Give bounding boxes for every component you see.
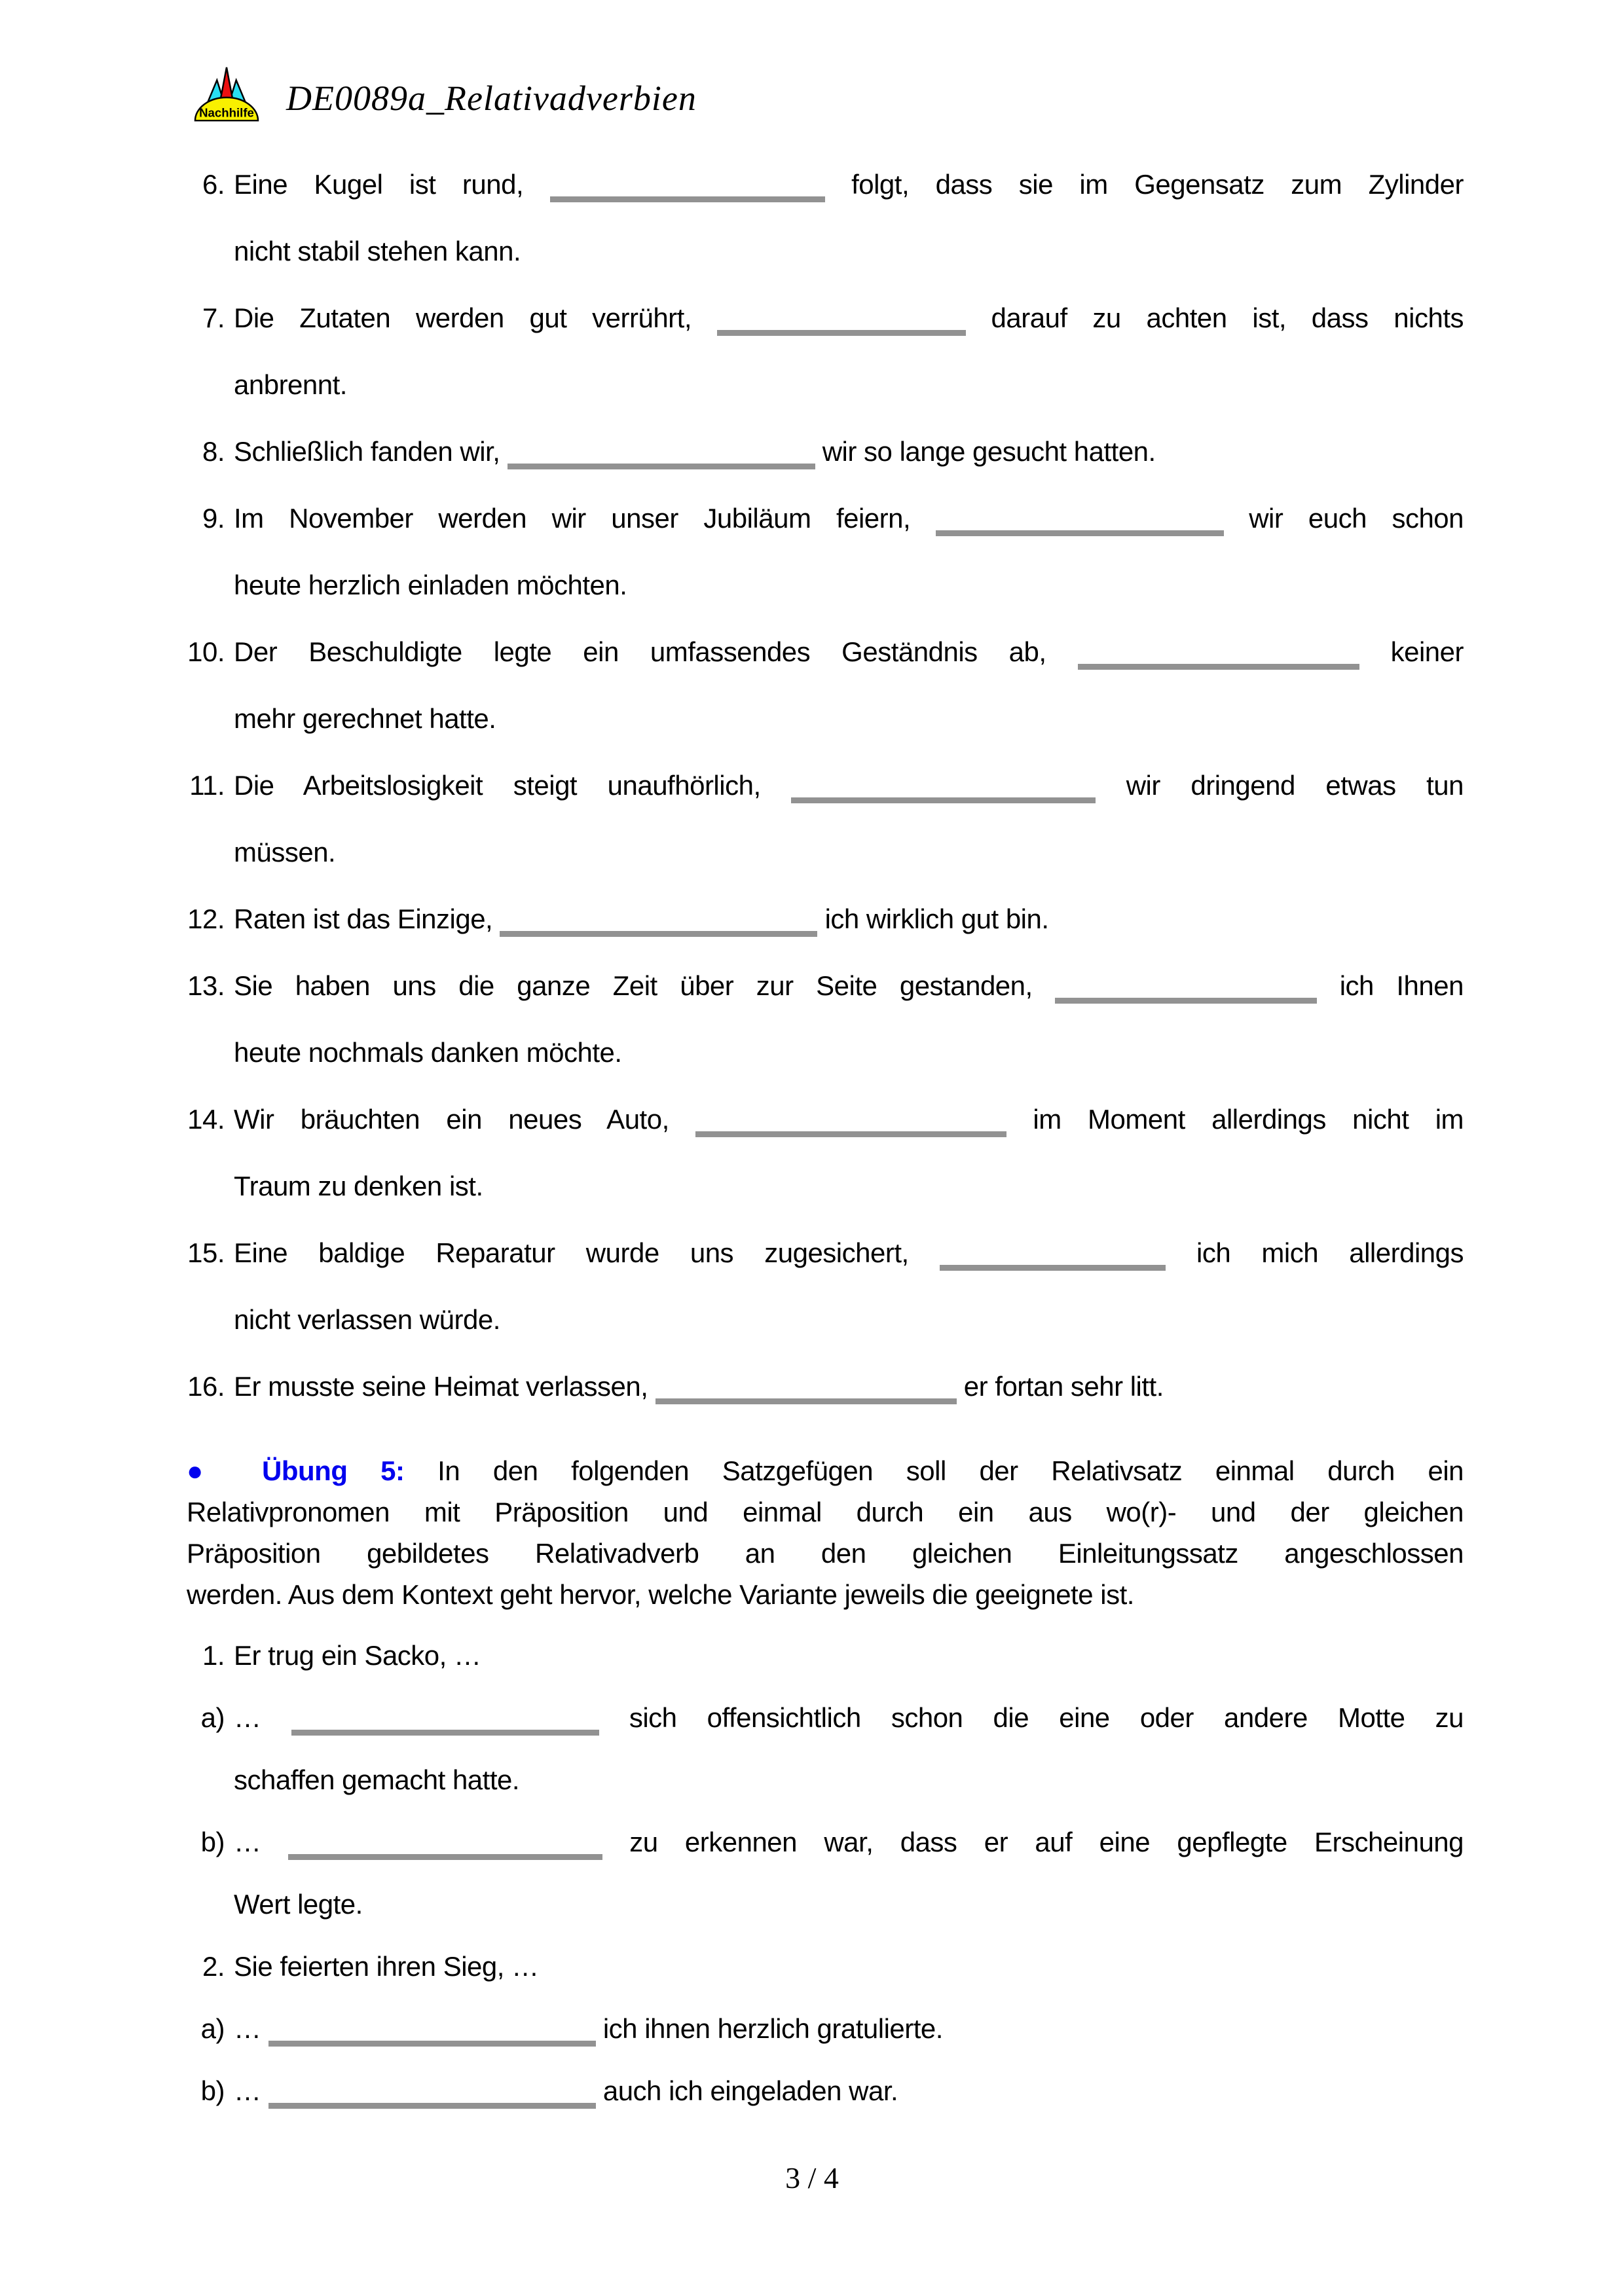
answer-blank xyxy=(936,530,1224,536)
sentence-text: … xyxy=(234,2075,261,2106)
sentence-text: … xyxy=(234,1702,261,1733)
text-line xyxy=(234,2060,1464,2122)
text-line xyxy=(234,218,1464,285)
text-line xyxy=(234,752,1464,819)
instruction-line xyxy=(187,1491,1464,1533)
item-marker: 12. xyxy=(187,903,225,934)
text-line xyxy=(234,685,1464,752)
answer-blank xyxy=(268,2041,596,2047)
sentence-text: … xyxy=(234,2013,261,2044)
sentence-text: ich mich allerdings xyxy=(1196,1237,1464,1268)
answer-blank xyxy=(791,797,1096,803)
sentence-text: zu erkennen war, dass er auf eine gepflegte Erscheinung xyxy=(629,1827,1464,1857)
sentence-text: Er musste seine Heimat verlassen, xyxy=(234,1371,648,1402)
sentence-text: darauf zu achten ist, dass nichts xyxy=(991,302,1464,333)
text-line xyxy=(234,151,1464,218)
text-line xyxy=(234,886,1464,953)
item-content xyxy=(234,1997,1464,2060)
item-content xyxy=(234,485,1464,619)
answer-blank xyxy=(268,2103,596,2109)
instruction-text: In den folgenden Satzgefügen soll der Relativsatz einmal durch ein xyxy=(437,1455,1464,1486)
sentence-text: nicht verlassen würde. xyxy=(234,1304,500,1335)
sentence-text: wir dringend etwas tun xyxy=(1126,770,1464,801)
item-8 xyxy=(187,418,1464,485)
sentence-text: ich wirklich gut bin. xyxy=(824,903,1049,934)
sentence-text: ich ihnen herzlich gratulierte. xyxy=(602,2013,943,2044)
sentence-text: Der Beschuldigte legte ein umfassendes Geständnis ab, xyxy=(234,636,1046,667)
item-marker: 9. xyxy=(202,503,225,534)
exercise4-item-list xyxy=(187,151,1464,1420)
sentence-text: ich Ihnen xyxy=(1339,970,1464,1001)
item-9 xyxy=(187,485,1464,619)
text-line xyxy=(234,1353,1464,1420)
sentence-text: Schließlich fanden wir, xyxy=(234,436,500,467)
sentence-text: Wert legte. xyxy=(234,1889,363,1920)
item-content xyxy=(234,1811,1464,1935)
item-content xyxy=(234,418,1464,485)
item-content xyxy=(234,953,1464,1086)
instruction-line xyxy=(187,1533,1464,1574)
text-line xyxy=(234,1749,1464,1811)
item-content xyxy=(234,285,1464,418)
sentence-text: Sie feierten ihren Sieg, … xyxy=(234,1951,539,1982)
answer-blank xyxy=(291,1730,599,1736)
instruction-line xyxy=(187,1574,1464,1615)
sentence-text: Raten ist das Einzige, xyxy=(234,903,493,934)
answer-blank xyxy=(940,1265,1166,1271)
item-b xyxy=(187,2060,1464,2122)
item-marker: 2. xyxy=(202,1951,225,1982)
answer-blank xyxy=(717,330,966,336)
bullet-icon: ● xyxy=(187,1455,229,1486)
item-content xyxy=(234,752,1464,886)
text-line xyxy=(234,1811,1464,1873)
answer-blank xyxy=(1055,998,1317,1004)
sentence-text: im Moment allerdings nicht im xyxy=(1033,1104,1464,1135)
answer-blank xyxy=(507,464,815,469)
item-content xyxy=(234,2060,1464,2122)
text-line xyxy=(234,619,1464,685)
item-b xyxy=(187,1811,1464,1935)
text-line xyxy=(234,1220,1464,1286)
uebung5-heading: Übung 5: xyxy=(262,1455,405,1486)
item-11 xyxy=(187,752,1464,886)
item-a xyxy=(187,1997,1464,2060)
item-content xyxy=(234,1086,1464,1220)
item-marker: 13. xyxy=(187,970,225,1001)
item-marker: a) xyxy=(200,2013,225,2044)
item-marker: 10. xyxy=(187,636,225,667)
sentence-text: keiner xyxy=(1390,636,1464,667)
uebung5-instructions xyxy=(187,1450,1464,1615)
sentence-text: Er trug ein Sacko, … xyxy=(234,1640,481,1671)
item-1 xyxy=(187,1624,1464,1686)
sentence-text: Traum zu denken ist. xyxy=(234,1171,483,1201)
text-line xyxy=(234,1086,1464,1153)
item-7 xyxy=(187,285,1464,418)
text-line xyxy=(234,1935,1464,1997)
answer-blank xyxy=(500,931,817,937)
sentence-text: heute herzlich einladen möchten. xyxy=(234,570,627,600)
item-marker: 7. xyxy=(202,302,225,333)
sentence-text: Wir bräuchten ein neues Auto, xyxy=(234,1104,669,1135)
sentence-text: … xyxy=(234,1827,261,1857)
answer-blank xyxy=(655,1398,957,1404)
instruction-text: Relativpronomen mit Präposition und einmal durch ein aus wo(r)- und der gleichen xyxy=(187,1497,1464,1527)
page-number: 3 / 4 xyxy=(785,2161,839,2195)
sentence-text: er fortan sehr litt. xyxy=(963,1371,1164,1402)
document-title: DE0089a_Relativadverbien xyxy=(286,79,697,118)
item-marker: 1. xyxy=(202,1640,225,1671)
text-line xyxy=(234,819,1464,886)
text-line xyxy=(234,285,1464,352)
sentence-text: anbrennt. xyxy=(234,369,347,400)
item-content xyxy=(234,1686,1464,1811)
item-content xyxy=(234,1935,1464,1997)
text-line xyxy=(234,1997,1464,2060)
sentence-text: folgt, dass sie im Gegensatz zum Zylinder xyxy=(851,169,1464,200)
text-line xyxy=(234,418,1464,485)
nachhilfe-logo xyxy=(187,62,267,126)
text-line xyxy=(234,1873,1464,1935)
item-content xyxy=(234,886,1464,953)
page-header xyxy=(187,62,1464,128)
item-2 xyxy=(187,1935,1464,1997)
sentence-text: auch ich eingeladen war. xyxy=(602,2075,898,2106)
item-content xyxy=(234,151,1464,285)
item-marker: a) xyxy=(200,1702,225,1733)
sentence-text: Eine Kugel ist rund, xyxy=(234,169,524,200)
sentence-text: müssen. xyxy=(234,837,336,867)
answer-blank xyxy=(1078,664,1359,670)
instruction-text: werden. Aus dem Kontext geht hervor, welche Variante jeweils die geeignete ist. xyxy=(187,1579,1134,1610)
text-line xyxy=(234,485,1464,552)
sentence-text: Die Arbeitslosigkeit steigt unaufhörlich, xyxy=(234,770,761,801)
instruction-line xyxy=(187,1450,1464,1491)
sentence-text: Sie haben uns die ganze Zeit über zur Seite gestanden, xyxy=(234,970,1033,1001)
item-marker: b) xyxy=(200,2075,225,2106)
answer-blank xyxy=(695,1131,1006,1137)
item-content xyxy=(234,619,1464,752)
text-line xyxy=(234,1153,1464,1220)
text-line xyxy=(234,352,1464,418)
sentence-text: mehr gerechnet hatte. xyxy=(234,703,496,734)
sentence-text: Eine baldige Reparatur wurde uns zugesichert, xyxy=(234,1237,909,1268)
text-line xyxy=(234,1286,1464,1353)
item-15 xyxy=(187,1220,1464,1353)
item-6 xyxy=(187,151,1464,285)
item-a xyxy=(187,1686,1464,1811)
uebung5-item-list xyxy=(187,1624,1464,2122)
sentence-text: Die Zutaten werden gut verrührt, xyxy=(234,302,692,333)
item-14 xyxy=(187,1086,1464,1220)
item-10 xyxy=(187,619,1464,752)
sentence-text: heute nochmals danken möchte. xyxy=(234,1037,622,1068)
text-line xyxy=(234,1624,1464,1686)
item-marker: 16. xyxy=(187,1371,225,1402)
sentence-text: wir euch schon xyxy=(1249,503,1464,534)
answer-blank xyxy=(550,196,825,202)
sentence-text: wir so lange gesucht hatten. xyxy=(822,436,1156,467)
sentence-text: sich offensichtlich schon die eine oder andere Motte zu xyxy=(629,1702,1464,1733)
item-marker: b) xyxy=(200,1827,225,1857)
item-marker: 6. xyxy=(202,169,225,200)
sentence-text: nicht stabil stehen kann. xyxy=(234,236,521,266)
sentence-text: Im November werden wir unser Jubiläum feiern, xyxy=(234,503,911,534)
item-content xyxy=(234,1220,1464,1353)
item-marker: 8. xyxy=(202,436,225,467)
item-marker: 15. xyxy=(187,1237,225,1268)
item-marker: 11. xyxy=(189,770,225,801)
item-13 xyxy=(187,953,1464,1086)
text-line xyxy=(234,1019,1464,1086)
answer-blank xyxy=(288,1854,602,1860)
logo-label: Nachhilfe xyxy=(199,105,254,120)
item-content xyxy=(234,1353,1464,1420)
instruction-text: Präposition gebildetes Relativadverb an den gleichen Einleitungssatz angeschlossen xyxy=(187,1538,1464,1569)
item-content xyxy=(234,1624,1464,1686)
text-line xyxy=(234,1686,1464,1749)
text-line xyxy=(234,953,1464,1019)
item-12 xyxy=(187,886,1464,953)
sentence-text: schaffen gemacht hatte. xyxy=(234,1764,520,1795)
item-marker: 14. xyxy=(187,1104,225,1135)
text-line xyxy=(234,552,1464,619)
item-16 xyxy=(187,1353,1464,1420)
